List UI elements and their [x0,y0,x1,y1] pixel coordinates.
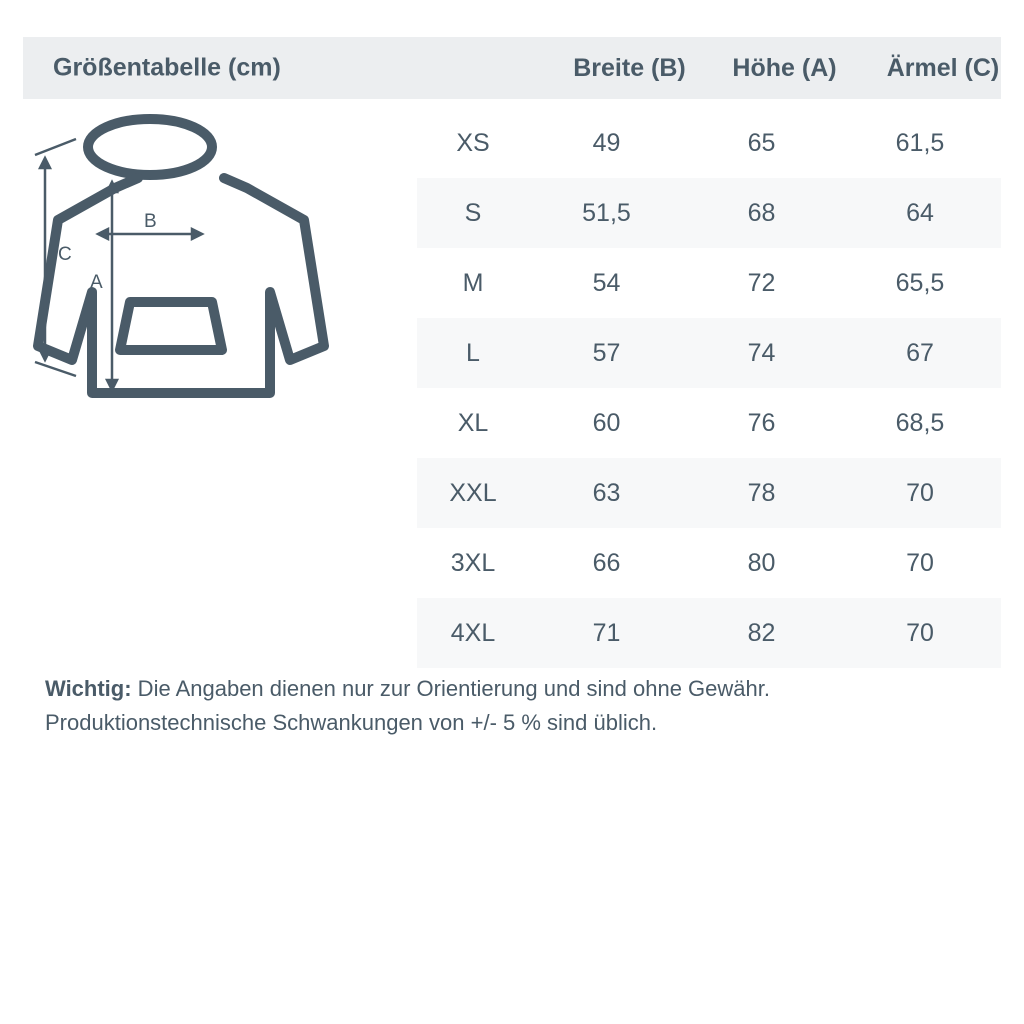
cell-hoehe: 74 [747,338,776,367]
table-row [417,178,1001,248]
diagram-label-c: C [58,244,72,265]
cell-size: M [462,268,484,297]
table-header [23,37,1001,99]
cell-size: L [466,338,480,367]
cell-aermel: 64 [906,198,934,227]
table-row [417,318,1001,388]
disclaimer-note [45,672,985,740]
page-title: Größentabelle (cm) [53,53,281,82]
column-header-hoehe: Höhe (A) [732,53,837,82]
table-row [417,528,1001,598]
cell-size: 3XL [450,548,496,577]
table-row [417,598,1001,668]
table-row [417,388,1001,458]
disclaimer-line-1: Die Angaben dienen nur zur Orientierung und sind ohne Gewähr. [131,676,770,701]
column-header-aermel: Ärmel (C) [886,53,1000,82]
cell-size: XS [456,128,490,157]
cell-hoehe: 65 [747,128,776,157]
cell-size: 4XL [450,618,496,647]
cell-hoehe: 82 [747,618,776,647]
cell-aermel: 65,5 [895,268,945,297]
disclaimer-line-2: Produktionstechnische Schwankungen von +/- 5 % sind üblich. [45,710,658,735]
diagram-label-a: A [90,272,103,293]
cell-hoehe: 72 [747,268,776,297]
cell-aermel: 68,5 [895,408,945,437]
cell-aermel: 70 [906,548,934,577]
disclaimer-label: Wichtig: [45,676,132,701]
cell-breite: 63 [592,478,621,507]
cell-hoehe: 68 [747,198,776,227]
cell-size: XL [457,408,489,437]
cell-breite: 49 [592,128,621,157]
cell-aermel: 67 [906,338,934,367]
cell-breite: 54 [592,268,621,297]
cell-breite: 66 [592,548,621,577]
header-columns [440,37,1024,99]
cell-aermel: 70 [906,478,934,507]
diagram-label-b: B [144,211,157,232]
cell-size: S [464,198,482,227]
cell-breite: 51,5 [582,198,631,227]
cell-hoehe: 76 [747,408,776,437]
size-table [417,108,1001,668]
cell-breite: 57 [592,338,621,367]
table-row [417,108,1001,178]
table-row [417,248,1001,318]
table-row [417,458,1001,528]
cell-hoehe: 78 [747,478,776,507]
cell-aermel: 70 [906,618,934,647]
cell-aermel: 61,5 [895,128,945,157]
cell-size: XXL [449,478,497,507]
hoodie-diagram [30,110,420,455]
cell-breite: 60 [592,408,621,437]
cell-hoehe: 80 [747,548,776,577]
column-header-breite: Breite (B) [573,53,686,82]
cell-breite: 71 [592,618,621,647]
